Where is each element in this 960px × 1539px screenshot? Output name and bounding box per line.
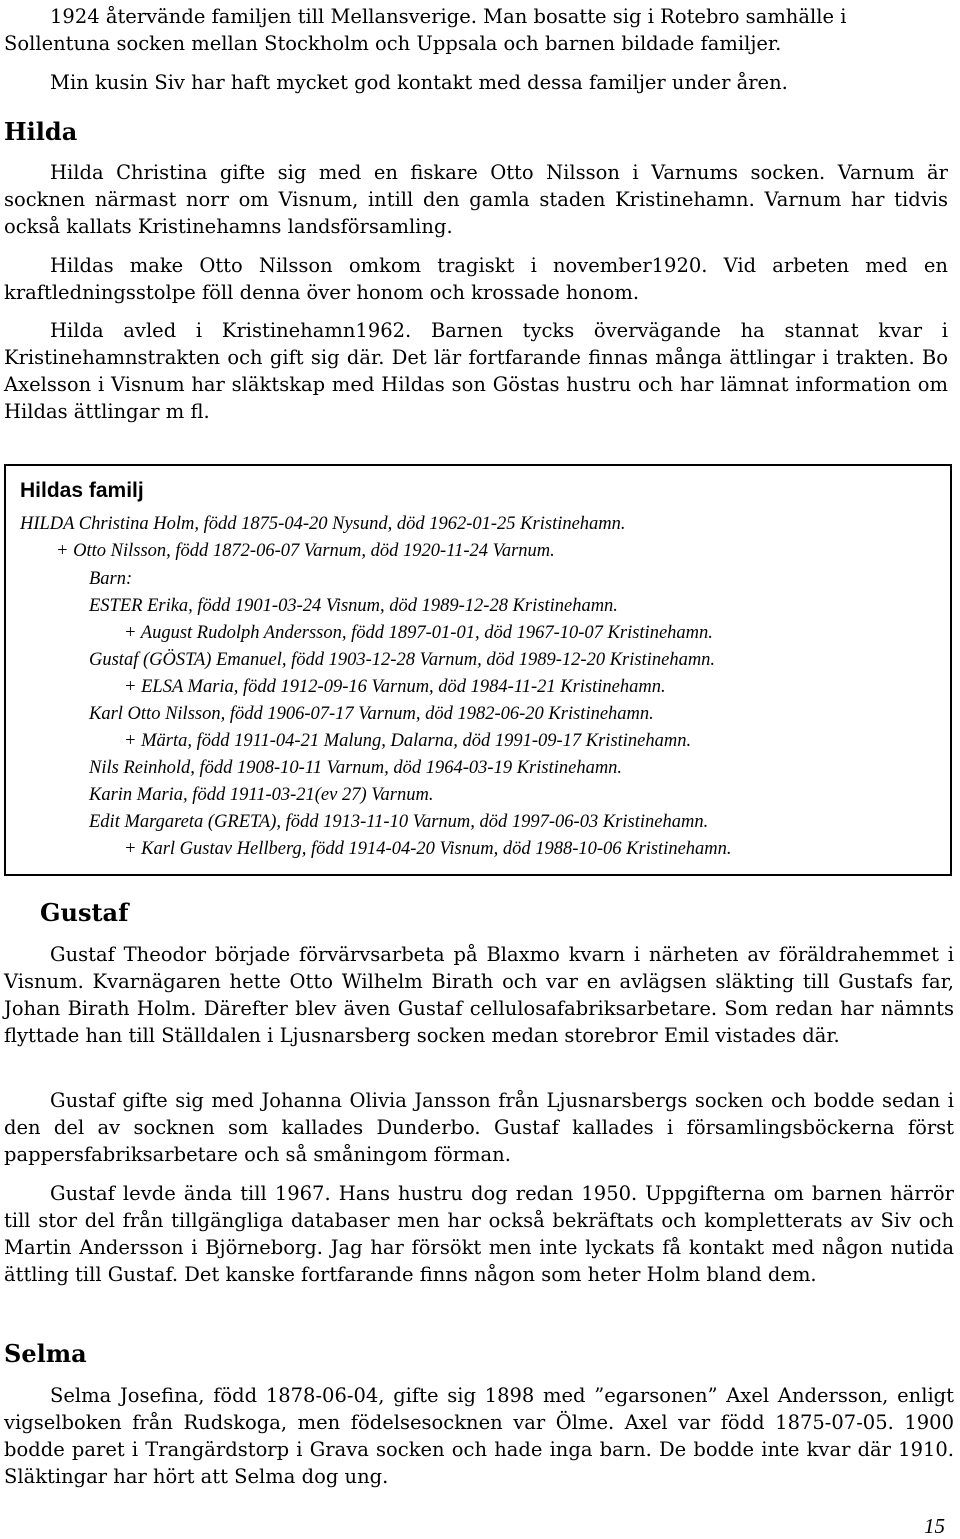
- family-line-child: Nils Reinhold, född 1908-10-11 Varnum, död 1964-03-19 Kristinehamn.: [89, 758, 623, 778]
- family-box-title: Hildas familj: [20, 479, 144, 502]
- gustaf-paragraph-3: Gustaf levde ända till 1967. Hans hustru dog redan 1950. Uppgifterna om barnen härrör till stor del från tillgängliga databaser men har också bekräftats och kompletterats av Siv och Martin Andersson i Björneborg. Jag har försökt men inte lyckats få kontakt med någon nutida ättling till Gustaf. Det kanske fortfarande finns någon som heter Holm bland dem.: [4, 1182, 954, 1286]
- family-line-child-spouse: + Märta, född 1911-04-21 Malung, Dalarna, död 1991-09-17 Kristinehamn.: [124, 731, 692, 751]
- family-line-hilda: HILDA Christina Holm, född 1875-04-20 Nysund, död 1962-01-25 Kristinehamn.: [20, 514, 626, 534]
- selma-paragraph-1: Selma Josefina, född 1878-06-04, gifte sig 1898 med ”egarsonen” Axel Andersson, enligt vigselboken från Rudskoga, men födelsesocknen var Ölme. Axel var född 1875-07-05. 1900 bodde paret i Trangärdstorp i Grava socken och hade inga barn. De bodde inte kvar där 1910. Släktingar har hört att Selma dog ung.: [4, 1384, 954, 1488]
- family-line-child: Edit Margareta (GRETA), född 1913-11-10 Varnum, död 1997-06-03 Kristinehamn.: [89, 812, 709, 832]
- family-line-child-spouse: + Karl Gustav Hellberg, född 1914-04-20 Visnum, död 1988-10-06 Kristinehamn.: [124, 839, 732, 859]
- intro-line-3: Min kusin Siv har haft mycket god kontakt med dessa familjer under åren.: [50, 71, 788, 94]
- intro-line-1: 1924 återvände familjen till Mellansverige. Man bosatte sig i Rotebro samhälle i: [50, 5, 847, 28]
- family-line-child: Gustaf (GÖSTA) Emanuel, född 1903-12-28 Varnum, död 1989-12-20 Kristinehamn.: [89, 650, 716, 670]
- page-number: 15: [924, 1514, 945, 1538]
- family-line-children-label: Barn:: [89, 569, 133, 589]
- hilda-paragraph-2: Hildas make Otto Nilsson omkom tragiskt i november1920. Vid arbeten med en kraftledningsstolpe föll denna över honom och krossade honom.: [4, 254, 948, 304]
- section-heading-selma: Selma: [4, 1339, 87, 1368]
- family-line-child: Karin Maria, född 1911-03-21(ev 27) Varnum.: [89, 785, 434, 805]
- gustaf-paragraph-1: Gustaf Theodor började förvärvsarbeta på Blaxmo kvarn i närheten av föräldrahemmet i Visnum. Kvarnägaren hette Otto Wilhelm Birath och var en avlägsen släkting till Gustafs far, Johan Birath Holm. Därefter blev även Gustaf cellulosafabriksarbetare. Som redan har nämnts flyttade han till Ställdalen i Ljusnarsberg socken medan storebror Emil vistades där.: [4, 943, 954, 1047]
- family-line-child: ESTER Erika, född 1901-03-24 Visnum, död 1989-12-28 Kristinehamn.: [89, 596, 618, 616]
- family-line-child: Karl Otto Nilsson, född 1906-07-17 Varnum, död 1982-06-20 Kristinehamn.: [89, 704, 654, 724]
- hilda-paragraph-3: Hilda avled i Kristinehamn1962. Barnen tycks övervägande ha stannat kvar i Kristinehamnstrakten och gift sig där. Det lär fortfarande finnas många ättlingar i trakten. Bo Axelsson i Visnum har släktskap med Hildas son Göstas hustru och har lämnat information om Hildas ättlingar m fl.: [4, 319, 948, 423]
- family-line-child-spouse: + ELSA Maria, född 1912-09-16 Varnum, död 1984-11-21 Kristinehamn.: [124, 677, 666, 697]
- section-heading-gustaf: Gustaf: [40, 898, 129, 927]
- gustaf-paragraph-2: Gustaf gifte sig med Johanna Olivia Jansson från Ljusnarsbergs socken och bodde sedan i den del av socknen som kallades Dunderbo. Gustaf kallades i församlingsböckerna först pappersfabriksarbetare och så småningom förman.: [4, 1089, 954, 1166]
- section-heading-hilda: Hilda: [4, 117, 78, 146]
- family-line-spouse: + Otto Nilsson, född 1872-06-07 Varnum, död 1920-11-24 Varnum.: [56, 541, 555, 561]
- hilda-paragraph-1: Hilda Christina gifte sig med en fiskare Otto Nilsson i Varnums socken. Varnum är socknen närmast norr om Visnum, intill den gamla staden Kristinehamn. Varnum har tidvis också kallats Kristinehamns landsförsamling.: [4, 161, 948, 238]
- intro-line-2: Sollentuna socken mellan Stockholm och Uppsala och barnen bildade familjer.: [4, 32, 782, 55]
- family-line-child-spouse: + August Rudolph Andersson, född 1897-01-01, död 1967-10-07 Kristinehamn.: [124, 623, 713, 643]
- family-box: [4, 464, 952, 876]
